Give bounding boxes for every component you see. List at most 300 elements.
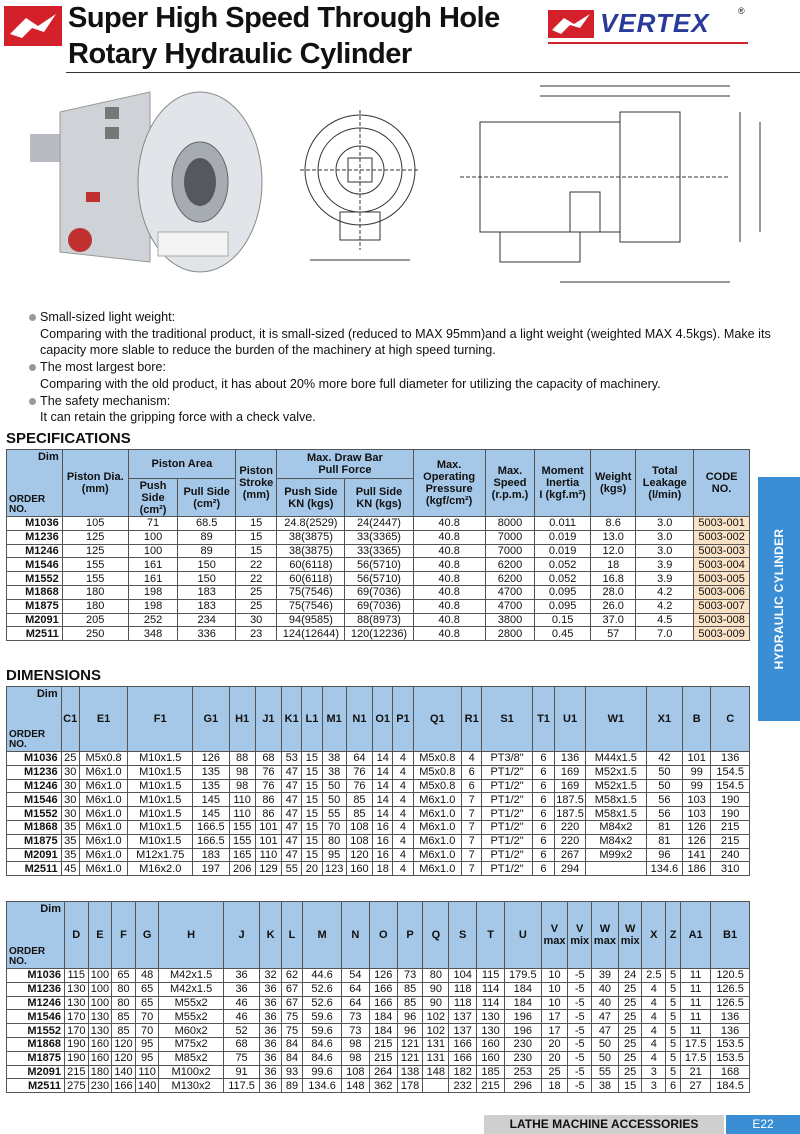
table1-col-header: P1 — [393, 687, 413, 752]
order-no-label: ORDER NO. — [9, 494, 46, 515]
value-cell: 135 — [193, 779, 229, 793]
value-cell: 120 — [112, 1037, 136, 1051]
value-cell: 81 — [646, 834, 682, 848]
value-cell: M16x2.0 — [128, 862, 193, 876]
value-cell: 50 — [646, 779, 682, 793]
value-cell: 100 — [128, 544, 178, 558]
value-cell: M10x1.5 — [128, 820, 193, 834]
value-cell: 126 — [683, 834, 711, 848]
value-cell: 15 — [302, 848, 322, 862]
value-cell: M6x1.0 — [79, 848, 128, 862]
value-cell: 8000 — [485, 517, 535, 531]
table2-col-header: V max — [541, 902, 568, 969]
value-cell: 36 — [260, 1010, 281, 1024]
value-cell: 160 — [477, 1037, 505, 1051]
value-cell: 7 — [462, 862, 482, 876]
value-cell: 336 — [178, 627, 236, 641]
value-cell: M10x1.5 — [128, 834, 193, 848]
value-cell: 4 — [642, 1037, 666, 1051]
value-cell: 6200 — [485, 558, 535, 572]
table1-col-header: U1 — [555, 687, 586, 752]
col-pull-side: Pull Side (cm²) — [178, 479, 236, 517]
value-cell: 166.5 — [193, 820, 229, 834]
value-cell: -5 — [568, 969, 592, 983]
table2-col-header: A1 — [681, 902, 711, 969]
value-cell: 81 — [646, 820, 682, 834]
table1-col-header: F1 — [128, 687, 193, 752]
value-cell: 4 — [642, 1024, 666, 1038]
value-cell: -5 — [568, 1010, 592, 1024]
value-cell: 0.15 — [535, 613, 591, 627]
value-cell: 4.2 — [636, 585, 694, 599]
value-cell: 99.6 — [303, 1065, 342, 1079]
value-cell: 6 — [532, 807, 554, 821]
value-cell: 45 — [61, 862, 79, 876]
table2-col-header: J — [223, 902, 260, 969]
value-cell: M5x0.8 — [413, 765, 462, 779]
value-cell: 27 — [681, 1079, 711, 1093]
order-no-cell: M1875 — [7, 1051, 65, 1065]
value-cell: 73 — [341, 1024, 369, 1038]
value-cell: 57 — [591, 627, 636, 641]
code-cell: 5003-005 — [694, 572, 750, 586]
value-cell: 166 — [449, 1037, 477, 1051]
table2-col-header: B1 — [711, 902, 750, 969]
value-cell: 88(8973) — [345, 613, 413, 627]
value-cell: 166 — [369, 996, 397, 1010]
value-cell: 15 — [618, 1079, 642, 1093]
value-cell: 4.5 — [636, 613, 694, 627]
value-cell: 68 — [255, 752, 281, 766]
value-cell: 4 — [393, 862, 413, 876]
value-cell: 86 — [255, 807, 281, 821]
value-cell: M99x2 — [585, 848, 646, 862]
value-cell: 24 — [618, 969, 642, 983]
value-cell: 16 — [373, 834, 393, 848]
value-cell: 38 — [592, 1079, 619, 1093]
page-title-line1: Super High Speed Through Hole — [68, 2, 500, 34]
value-cell: 40.8 — [413, 530, 485, 544]
value-cell: 136 — [711, 752, 750, 766]
order-no-cell: M1246 — [7, 996, 65, 1010]
table-row — [7, 613, 750, 627]
value-cell: 37.0 — [591, 613, 636, 627]
value-cell: 56 — [646, 807, 682, 821]
front-view-drawing — [300, 100, 440, 280]
table-row — [7, 765, 750, 779]
value-cell: 4 — [393, 848, 413, 862]
value-cell: 24.8(2529) — [277, 517, 345, 531]
table1-col-header: C1 — [61, 687, 79, 752]
value-cell: 53 — [282, 752, 302, 766]
side-tab-label: HYDRAULIC CYLINDER — [772, 528, 786, 670]
col-pull-kn: Pull Side KN (kgs) — [345, 479, 413, 517]
table2-col-header: P — [397, 902, 423, 969]
value-cell: 47 — [282, 779, 302, 793]
value-cell: M100x2 — [159, 1065, 223, 1079]
value-cell: 197 — [193, 862, 229, 876]
value-cell: 89 — [178, 544, 236, 558]
value-cell: 52.6 — [303, 996, 342, 1010]
value-cell: 62 — [281, 969, 302, 983]
value-cell: 4 — [393, 820, 413, 834]
value-cell: PT1/2" — [482, 765, 533, 779]
value-cell: 110 — [255, 848, 281, 862]
table2-col-header: U — [505, 902, 542, 969]
value-cell: 17.5 — [681, 1051, 711, 1065]
value-cell: 11 — [681, 1010, 711, 1024]
value-cell: 130 — [64, 982, 88, 996]
col-draw-force: Max. Draw Bar Pull Force — [277, 450, 413, 479]
value-cell: 110 — [135, 1065, 159, 1079]
value-cell: 50 — [592, 1037, 619, 1051]
value-cell: 75(7546) — [277, 599, 345, 613]
value-cell: -5 — [568, 1065, 592, 1079]
dim2-order-no-label: ORDER NO. — [9, 946, 46, 967]
value-cell: 69(7036) — [345, 585, 413, 599]
value-cell: 25 — [618, 996, 642, 1010]
value-cell: 148 — [423, 1065, 449, 1079]
value-cell: 67 — [281, 982, 302, 996]
value-cell: 44.6 — [303, 969, 342, 983]
value-cell: 14 — [373, 765, 393, 779]
value-cell: 80 — [322, 834, 346, 848]
page-number: E22 — [726, 1115, 800, 1134]
value-cell: 178 — [397, 1079, 423, 1093]
value-cell: 166 — [369, 982, 397, 996]
value-cell: 98 — [341, 1037, 369, 1051]
value-cell: 100 — [88, 982, 112, 996]
value-cell: 137 — [449, 1024, 477, 1038]
table-row — [7, 834, 750, 848]
table2-col-header: K — [260, 902, 281, 969]
value-cell: 94(9585) — [277, 613, 345, 627]
value-cell: 73 — [397, 969, 423, 983]
table2-col-header: D — [64, 902, 88, 969]
value-cell: 155 — [62, 572, 128, 586]
value-cell: 101 — [255, 834, 281, 848]
value-cell: M10x1.5 — [128, 752, 193, 766]
value-cell: 48 — [135, 969, 159, 983]
value-cell: 14 — [373, 752, 393, 766]
value-cell: 73 — [341, 1010, 369, 1024]
value-cell: M5x0.8 — [413, 752, 462, 766]
value-cell: 85 — [397, 996, 423, 1010]
table-row — [7, 820, 750, 834]
value-cell: 121 — [397, 1037, 423, 1051]
value-cell: 98 — [341, 1051, 369, 1065]
value-cell: 190 — [64, 1037, 88, 1051]
value-cell: M10x1.5 — [128, 779, 193, 793]
value-cell: 15 — [236, 517, 277, 531]
table1-col-header: T1 — [532, 687, 554, 752]
value-cell: 80 — [423, 969, 449, 983]
value-cell: 4 — [462, 752, 482, 766]
value-cell: 215 — [369, 1037, 397, 1051]
value-cell: 65 — [112, 969, 136, 983]
value-cell: 25 — [618, 1024, 642, 1038]
value-cell: 136 — [555, 752, 586, 766]
value-cell: M12x1.75 — [128, 848, 193, 862]
value-cell: 55 — [592, 1065, 619, 1079]
order-no-cell: M1546 — [7, 1010, 65, 1024]
value-cell: 15 — [302, 752, 322, 766]
value-cell: 114 — [477, 982, 505, 996]
value-cell: 126.5 — [711, 982, 750, 996]
value-cell: M10x1.5 — [128, 807, 193, 821]
value-cell: M55x2 — [159, 1010, 223, 1024]
value-cell: 15 — [302, 779, 322, 793]
value-cell: 215 — [369, 1051, 397, 1065]
table1-col-header: R1 — [462, 687, 482, 752]
value-cell: 125 — [62, 530, 128, 544]
value-cell: 26.0 — [591, 599, 636, 613]
value-cell: 206 — [229, 862, 255, 876]
value-cell: M84x2 — [585, 820, 646, 834]
value-cell: 15 — [302, 807, 322, 821]
value-cell: 15 — [302, 765, 322, 779]
value-cell: 5 — [666, 1024, 681, 1038]
value-cell: 17 — [541, 1024, 568, 1038]
value-cell: 196 — [505, 1010, 542, 1024]
value-cell: M6x1.0 — [79, 862, 128, 876]
order-no-cell: M1236 — [7, 530, 63, 544]
value-cell: 117.5 — [223, 1079, 260, 1093]
value-cell: 154.5 — [711, 779, 750, 793]
value-cell: M6x1.0 — [79, 779, 128, 793]
order-no-cell: M2511 — [7, 862, 62, 876]
footer-label: LATHE MACHINE ACCESSORIES — [484, 1115, 724, 1134]
value-cell: 4 — [393, 807, 413, 821]
code-cell: 5003-008 — [694, 613, 750, 627]
value-cell: 136 — [711, 1024, 750, 1038]
value-cell: 93 — [281, 1065, 302, 1079]
value-cell: 264 — [369, 1065, 397, 1079]
value-cell: 215 — [64, 1065, 88, 1079]
code-cell: 5003-004 — [694, 558, 750, 572]
value-cell: M6x1.0 — [79, 807, 128, 821]
value-cell: 98 — [229, 765, 255, 779]
value-cell: 3.9 — [636, 558, 694, 572]
value-cell: 80 — [112, 982, 136, 996]
table1-col-header: G1 — [193, 687, 229, 752]
value-cell: 8.6 — [591, 517, 636, 531]
value-cell: 126 — [193, 752, 229, 766]
table-row — [7, 530, 750, 544]
value-cell: 4 — [642, 982, 666, 996]
value-cell: 4 — [393, 793, 413, 807]
value-cell: 70 — [135, 1010, 159, 1024]
value-cell: 13.0 — [591, 530, 636, 544]
page-footer — [0, 1115, 800, 1134]
value-cell: 185 — [477, 1065, 505, 1079]
value-cell: M6x1.0 — [79, 793, 128, 807]
value-cell: 46 — [223, 1010, 260, 1024]
value-cell: 6 — [532, 752, 554, 766]
order-no-cell: M2511 — [7, 1079, 65, 1093]
value-cell: 75 — [281, 1010, 302, 1024]
value-cell: 0.052 — [535, 558, 591, 572]
table1-col-header: H1 — [229, 687, 255, 752]
value-cell: 95 — [135, 1051, 159, 1065]
value-cell: 145 — [193, 807, 229, 821]
value-cell: 11 — [681, 969, 711, 983]
value-cell: 23 — [236, 627, 277, 641]
value-cell: 220 — [555, 820, 586, 834]
value-cell: 47 — [282, 848, 302, 862]
value-cell: 64 — [341, 996, 369, 1010]
table-row — [7, 969, 750, 983]
value-cell: 7 — [462, 848, 482, 862]
value-cell: -5 — [568, 982, 592, 996]
dimensions-table-2 — [6, 901, 750, 1093]
value-cell: 153.5 — [711, 1037, 750, 1051]
value-cell: 40.8 — [413, 558, 485, 572]
table2-col-header: E — [88, 902, 112, 969]
value-cell: 7000 — [485, 544, 535, 558]
value-cell: 104 — [449, 969, 477, 983]
value-cell: 230 — [505, 1037, 542, 1051]
col-speed: Max. Speed (r.p.m.) — [485, 450, 535, 517]
value-cell: 130 — [88, 1024, 112, 1038]
feature-2-title: The most largest bore: — [28, 359, 788, 376]
value-cell: 7.0 — [636, 627, 694, 641]
value-cell: PT1/2" — [482, 848, 533, 862]
value-cell: 108 — [346, 834, 372, 848]
value-cell: 7000 — [485, 530, 535, 544]
value-cell: 215 — [711, 834, 750, 848]
value-cell: 126 — [369, 969, 397, 983]
value-cell: 310 — [711, 862, 750, 876]
value-cell: 155 — [229, 820, 255, 834]
value-cell: 100 — [88, 969, 112, 983]
value-cell: PT1/2" — [482, 862, 533, 876]
order-no-cell: M1546 — [7, 558, 63, 572]
value-cell: 153.5 — [711, 1051, 750, 1065]
value-cell: 76 — [255, 765, 281, 779]
table1-col-header: K1 — [282, 687, 302, 752]
value-cell: 187.5 — [556, 793, 584, 806]
value-cell: 86 — [255, 793, 281, 807]
value-cell: 25 — [618, 1051, 642, 1065]
table2-col-header: S — [449, 902, 477, 969]
brand-logo — [548, 8, 748, 40]
value-cell: 17.5 — [681, 1037, 711, 1051]
value-cell: 150 — [178, 572, 236, 586]
value-cell: 21 — [681, 1065, 711, 1079]
value-cell: 165 — [229, 848, 255, 862]
value-cell: 25 — [618, 982, 642, 996]
value-cell: 14 — [373, 807, 393, 821]
value-cell: PT1/2" — [482, 779, 533, 793]
side-tab — [758, 477, 800, 721]
value-cell: 135 — [193, 765, 229, 779]
value-cell: 47 — [282, 834, 302, 848]
value-cell: 6 — [462, 765, 482, 779]
value-cell: 362 — [369, 1079, 397, 1093]
value-cell: 59.6 — [303, 1024, 342, 1038]
value-cell: 140 — [112, 1065, 136, 1079]
col-weight: Weight (kgs) — [591, 450, 636, 517]
value-cell: 121 — [397, 1051, 423, 1065]
table-row — [7, 585, 750, 599]
value-cell: M5x0.8 — [79, 752, 128, 766]
value-cell: 190 — [64, 1051, 88, 1065]
value-cell: 90 — [423, 996, 449, 1010]
value-cell: 30 — [61, 793, 79, 807]
value-cell: 50 — [322, 793, 346, 807]
order-no-cell: M1546 — [7, 793, 62, 807]
value-cell: 36 — [260, 1051, 281, 1065]
value-cell: 6 — [532, 765, 554, 779]
value-cell: 137 — [449, 1010, 477, 1024]
value-cell — [423, 1079, 449, 1093]
value-cell: 6 — [532, 834, 554, 848]
col-piston-stroke: Piston Stroke (mm) — [236, 450, 277, 517]
value-cell: M6x1.0 — [79, 765, 128, 779]
value-cell: 108 — [341, 1065, 369, 1079]
value-cell: 10 — [541, 996, 568, 1010]
value-cell: 20 — [541, 1051, 568, 1065]
value-cell: 15 — [302, 834, 322, 848]
value-cell: 120 — [346, 848, 372, 862]
value-cell: 140 — [135, 1079, 159, 1093]
value-cell: 161 — [128, 572, 178, 586]
value-cell: 120(12236) — [345, 627, 413, 641]
value-cell: 136 — [711, 1010, 750, 1024]
value-cell: 3.9 — [636, 572, 694, 586]
value-cell: 85 — [346, 793, 372, 807]
value-cell: M6x1.0 — [413, 862, 462, 876]
value-cell: 3.0 — [636, 544, 694, 558]
value-cell: 126.5 — [711, 996, 750, 1010]
value-cell: 50 — [592, 1051, 619, 1065]
order-no-cell: M1868 — [7, 820, 62, 834]
value-cell: 96 — [646, 848, 682, 862]
table-row — [7, 982, 750, 996]
col-push-side: Push Side (cm²) — [128, 479, 178, 517]
value-cell: 16.8 — [591, 572, 636, 586]
value-cell: 168 — [711, 1065, 750, 1079]
value-cell: 4 — [642, 1010, 666, 1024]
table-row — [7, 807, 750, 821]
feature-1-title: Small-sized light weight: — [28, 309, 788, 326]
order-no-cell: M1246 — [7, 779, 62, 793]
value-cell: 294 — [555, 862, 586, 876]
table-row — [7, 558, 750, 572]
value-cell: -5 — [568, 1079, 592, 1093]
value-cell: 253 — [505, 1065, 542, 1079]
value-cell: 0.095 — [535, 599, 591, 613]
col-inertia: Moment Inertia I (kgf.m²) — [535, 450, 591, 517]
side-view-drawing — [440, 82, 800, 292]
product-photo — [30, 82, 300, 292]
value-cell: 101 — [255, 820, 281, 834]
value-cell: 102 — [423, 1024, 449, 1038]
order-no-cell: M1036 — [7, 517, 63, 531]
table-row — [7, 544, 750, 558]
value-cell: 129 — [255, 862, 281, 876]
value-cell: 182 — [449, 1065, 477, 1079]
value-cell: 183 — [193, 848, 229, 862]
value-cell: 205 — [62, 613, 128, 627]
value-cell: 52.6 — [303, 982, 342, 996]
order-no-cell: M2511 — [7, 627, 63, 641]
feature-3-desc: It can retain the gripping force with a check valve. — [40, 410, 316, 425]
value-cell: 16 — [373, 820, 393, 834]
value-cell: 68 — [223, 1037, 260, 1051]
table-row — [7, 793, 750, 807]
